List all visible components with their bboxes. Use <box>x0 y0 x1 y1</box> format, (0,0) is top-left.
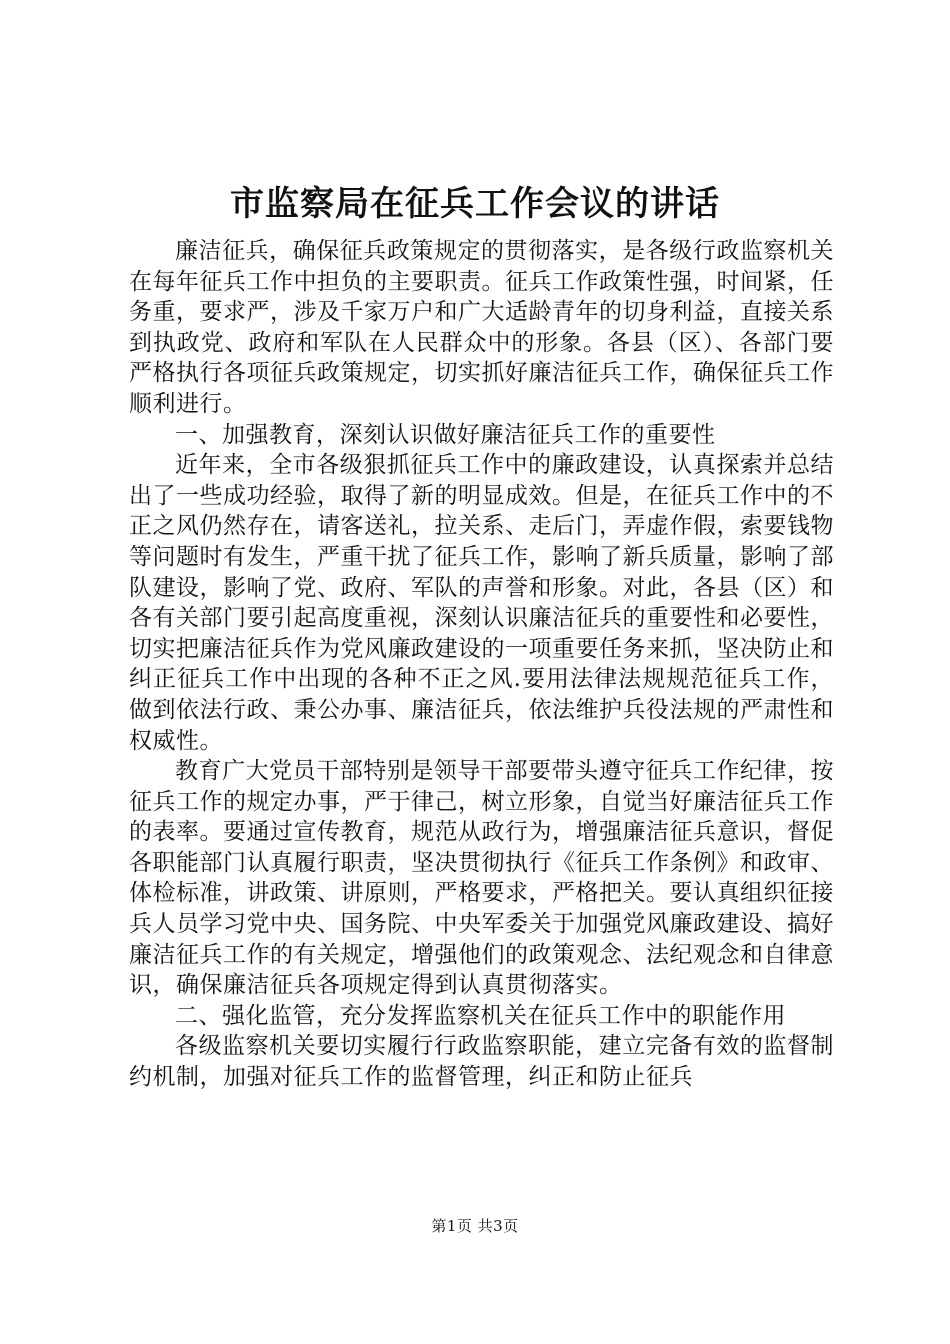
document-body <box>129 236 834 1093</box>
document-title: 市监察局在征兵工作会议的讲话 <box>230 184 720 224</box>
section-heading-2: 二、强化监管，充分发挥监察机关在征兵工作中的职能作用 <box>175 1002 786 1029</box>
paragraph-section-1-b: 教育广大党员干部特别是领导干部要带头遵守征兵工作纪律，按征兵工作的规定办事，严于律己，树立形象，自觉当好廉洁征兵工作的表率。要通过宣传教育，规范从政行为，增强廉洁征兵意识，督促各职能部门认真履行职责，坚决贯彻执行《征兵工作条例》和政审、体检标准，讲政策、讲原则，严格要求，严格把关。要认真组织征接兵人员学习党中央、国务院、中央军委关于加强党风廉政建设、搞好廉洁征兵工作的有关规定，增强他们的政策观念、法纪观念和自律意识，确保廉洁征兵各项规定得到认真贯彻落实。 <box>129 758 834 999</box>
section-heading-1: 一、加强教育，深刻认识做好廉洁征兵工作的重要性 <box>175 421 716 448</box>
paragraph-intro: 廉洁征兵，确保征兵政策规定的贯彻落实，是各级行政监察机关在每年征兵工作中担负的主要职责。征兵工作政策性强，时间紧，任务重，要求严，涉及千家万户和广大适龄青年的切身利益，直接关系到执政党、政府和军队在人民群众中的形象。各县（区）、各部门要严格执行各项征兵政策规定，切实抓好廉洁征兵工作，确保征兵工作顺利进行。 <box>129 238 834 417</box>
paragraph-section-2-a: 各级监察机关要切实履行行政监察职能，建立完备有效的监督制约机制，加强对征兵工作的监督管理，纠正和防止征兵 <box>129 1033 834 1091</box>
page-footer: 第1页 共3页 <box>431 1217 519 1235</box>
paragraph-section-1-a: 近年来，全市各级狠抓征兵工作中的廉政建设，认真探索并总结出了一些成功经验，取得了新的明显成效。但是，在征兵工作中的不正之风仍然存在，请客送礼，拉关系、走后门，弄虚作假，索要钱物等问题时有发生，严重干扰了征兵工作，影响了新兵质量，影响了部队建设，影响了党、政府、军队的声誉和形象。对此，各县（区）和各有关部门要引起高度重视，深刻认识廉洁征兵的重要性和必要性，切实把廉洁征兵作为党风廉政建设的一项重要任务来抓，坚决防止和纠正征兵工作中出现的各种不正之风.要用法律法规规范征兵工作，做到依法行政、秉公办事、廉洁征兵，依法维护兵役法规的严肃性和权威性。 <box>129 452 834 754</box>
